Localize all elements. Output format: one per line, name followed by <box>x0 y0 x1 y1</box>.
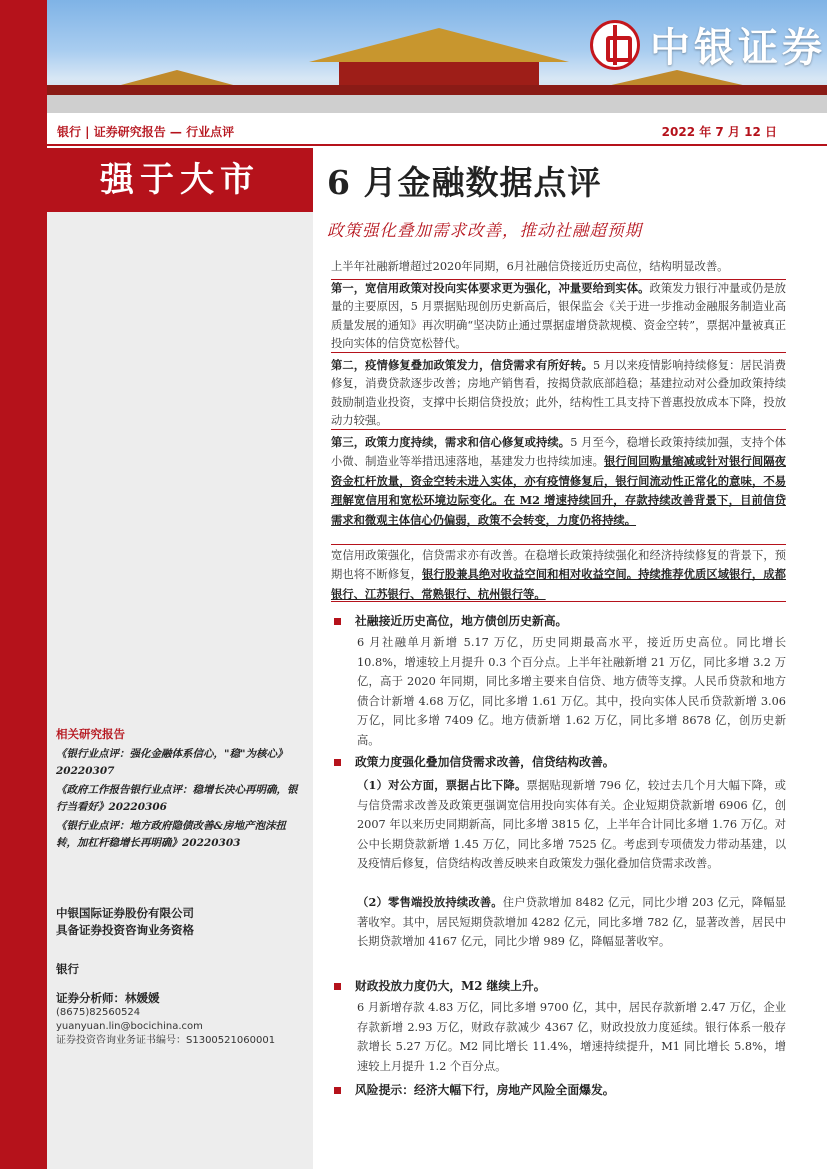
bullet-square-icon <box>334 1087 341 1094</box>
bullet-square-icon <box>334 759 341 766</box>
point-three-lead: 第三，政策力度持续，需求和信心修复或持续。 <box>331 435 571 449</box>
divider <box>331 352 786 353</box>
section-retail-text <box>357 893 786 952</box>
bullet-square-icon <box>334 618 341 625</box>
related-report-item[interactable]: 《银行业点评：地方政府隐债改善&房地产泡沫扭转，加杠杆稳增长再明确》20220303 <box>56 820 286 849</box>
section-title: 财政投放力度仍大，M2 继续上升。 <box>355 979 546 993</box>
banner-ground <box>47 95 827 113</box>
point-three-emphasis: 银行间回购量缩减或针对银行间隔夜资金杠杆放量，资金空转未进入实体，亦有疫情修复后，银行间流动性正常化的意味，不易理解宽信用和宽松环境边际变化。在 M2 增速持续回升，存款持续改善背景下，目前信贷需求和微观主体信心仍偏弱，政策不会转变，力度仍将持续。 <box>331 454 786 527</box>
sector-label: 银行 <box>56 962 79 976</box>
report-title: 6 月金融数据点评 <box>327 163 602 202</box>
breadcrumb: 银行 | 证券研究报告 — 行业点评 <box>57 125 235 139</box>
banner-hall-body <box>339 62 539 86</box>
section-title: 政策力度强化叠加信贷需求改善，信贷结构改善。 <box>355 755 615 769</box>
section-corporate-text <box>357 776 786 874</box>
retail-lead: （2）零售端投放持续改善。 <box>357 895 503 909</box>
related-report-item[interactable]: 《银行业点评：强化金融体系信心，"稳"为核心》20220307 <box>56 748 288 777</box>
conclusion-paragraph <box>331 547 786 604</box>
retail-body: 住户贷款增加 8482 亿元，同比少增 203 亿元，降幅显著收窄。其中，居民短期贷款增加 4282 亿元，同比多增 782 亿，显著改善，居民中长期贷款增加 4167 亿元，同比少增 989 亿，降幅显著收窄。 <box>357 896 786 948</box>
related-reports-list <box>56 746 306 854</box>
corporate-lead: （1）对公方面，票据占比下降。 <box>357 778 527 792</box>
section-risk <box>334 1081 615 1098</box>
section-fiscal-text: 6 月新增存款 4.83 万亿，同比多增 9700 亿，其中，居民存款新增 2.47 万亿，企业存款新增 2.93 万亿，财政存款减少 4367 亿，财政投放力度延续。银行体系一般存款增长 5.27 万亿。M2 同比增长 11.4%，增速持续提升，M1 同比增长 5.8%，增速较上月提升 1.2 个百分点。 <box>357 1001 786 1073</box>
header-banner <box>47 0 827 113</box>
report-date: 2022 年 7 月 12 日 <box>661 125 777 139</box>
section-title: 风险提示：经济大幅下行，房地产风险全面爆发。 <box>355 1083 615 1097</box>
intro-paragraph: 上半年社融新增超过2020年同期，6月社融信贷接近历史高位，结构明显改善。 <box>331 260 729 273</box>
section-fiscal <box>334 977 546 994</box>
section-social-financing-text: 6 月社融单月新增 5.17 万亿，历史同期最高水平，接近历史高位。同比增长 10.8%，增速较上月提升 0.3 个百分点。上半年社融新增 21 万亿，同比多增 3.2 万亿，高于 2020 年同期，同比多增主要来自信贷、地方债等支撑。人民币贷款和地方债合计新增 4.68 万亿，同比多增 1.61 万亿。其中，投向实体人民币贷款新增 3.06 万亿，同比多增 7409 亿。地方债新增 1.62 万亿，同比多增 8678 亿，创历史新高。 <box>357 636 786 747</box>
point-three <box>331 433 786 530</box>
section-title: 社融接近历史高位，地方债创历史新高。 <box>355 614 568 628</box>
analyst-email[interactable]: yuanyuan.lin@bocichina.com <box>56 1021 203 1032</box>
analyst-contact <box>56 1006 275 1048</box>
related-report-item[interactable]: 《政府工作报告银行业点评：稳增长决心再明确，银行当看好》20220306 <box>56 784 298 813</box>
section-credit-structure <box>334 753 615 770</box>
point-two <box>331 356 786 431</box>
divider <box>331 601 786 602</box>
boc-logo-icon <box>590 20 640 70</box>
company-qualification: 具备证券投资咨询业务资格 <box>56 923 194 937</box>
left-red-strip <box>0 0 47 1169</box>
meta-bar <box>47 116 827 146</box>
banner-hall-roof <box>309 28 569 62</box>
report-subtitle: 政策强化叠加需求改善，推动社融超预期 <box>327 221 642 240</box>
brand-name: 中银证券 <box>650 25 826 71</box>
rating-badge: 强于大市 <box>47 148 313 212</box>
conclusion-text: 宽信用政策强化，信贷需求亦有改善。在稳增长政策持续强化和经济持续修复的背景下，预期也将不断修复， <box>331 549 786 582</box>
analyst-phone: (8675)82560524 <box>56 1007 141 1018</box>
bullet-square-icon <box>334 983 341 990</box>
divider <box>331 429 786 430</box>
divider <box>331 544 786 545</box>
point-one-text: 政策发力银行冲量或仍是放量的主要原因，5 月票据贴现创历史新高后，银保监会《关于进一步推动金融服务制造业高质量发展的通知》再次明确“坚决防止通过票据虚增贷款规模、资金空转”，票据冲量被真正投向实体的信贷宽松替代。 <box>331 282 786 351</box>
analyst-name: 证券分析师：林媛媛 <box>56 991 160 1005</box>
point-two-text: 5 月以来疫情影响持续修复：居民消费修复，消费贷款逐步改善；房地产销售看，按揭贷款底部趋稳；基建拉动对公叠加政策持续鼓励制造业投资，支撑中长期信贷投放；此外，结构性工具支持下普惠投放成本下降，投放动力较强。 <box>331 359 786 428</box>
company-info <box>56 905 194 939</box>
analyst-cert: 证券投资咨询业务证书编号：S1300521060001 <box>56 1035 276 1046</box>
related-reports-title: 相关研究报告 <box>56 727 125 741</box>
conclusion-emphasis: 银行股兼具绝对收益空间和相对收益空间。持续推荐优质区域银行，成都银行、江苏银行、常熟银行、杭州银行等。 <box>331 567 786 601</box>
point-three-text: 5 月至今，稳增长政策持续加强，支持个体小微、制造业等举措迅速落地，基建发力也持续加速。 <box>331 436 787 469</box>
point-one-lead: 第一，宽信用政策对投向实体要求更为强化，冲量要给到实体。 <box>331 281 650 295</box>
section-social-financing <box>334 612 567 629</box>
brand-logo <box>590 16 826 73</box>
point-one <box>331 279 786 354</box>
point-two-lead: 第二，疫情修复叠加政策发力，信贷需求有所好转。 <box>331 358 593 372</box>
company-name: 中银国际证券股份有限公司 <box>56 906 194 920</box>
corporate-body: 票据贴现新增 796 亿，较过去几个月大幅下降，或与信贷需求改善及政策更强调宽信用投向实体有关。企业短期贷款新增 6906 亿，创 2007 年以来历史同期新高，同比多增 3815 亿，上半年合计同比多增 1.76 万亿。对公中长期贷款新增 1.45 万亿，同比多增 7525 亿。考虑到专项债发力带动基建，以及疫情后修复，信贷结构改善反映来自政策发力强化叠加信贷需求改善。 <box>357 779 786 870</box>
banner-roof-left <box>117 70 237 86</box>
